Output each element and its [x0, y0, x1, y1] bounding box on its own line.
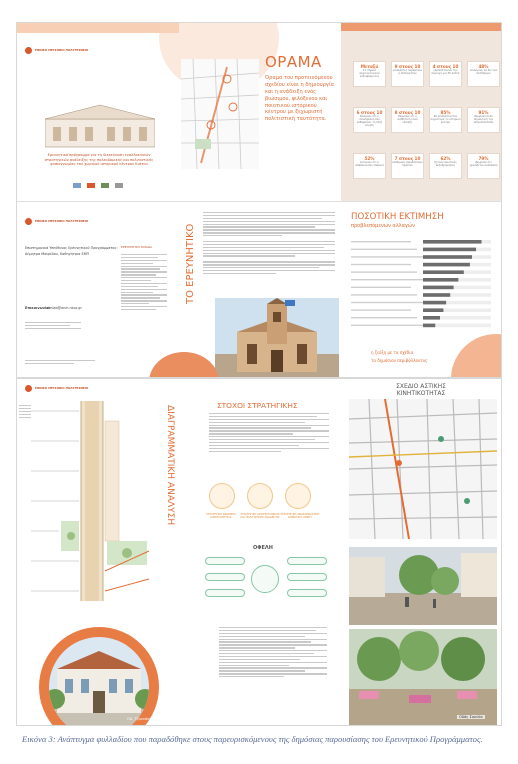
org-logo — [25, 47, 88, 54]
diagram-title: ΔΙΑΓΡΑΜΜΑΤΙΚΗ ΑΝΑΛΥΣΗ — [165, 405, 175, 526]
bar — [423, 240, 481, 244]
team-panel — [17, 201, 179, 378]
bar-label — [351, 249, 417, 250]
bar-label — [351, 264, 411, 265]
stat-box: 8 στους 10 θεωρούν ότι η αισθητική είναι ελλιπής — [391, 107, 424, 133]
vision-panel — [179, 23, 341, 201]
bar-label — [351, 317, 417, 318]
diagram-logo — [25, 385, 88, 392]
benefit-chip — [287, 589, 327, 597]
partner-logo-4-icon — [115, 183, 123, 188]
street-plan — [31, 401, 151, 601]
diagram-panel — [17, 379, 179, 726]
team-logo — [25, 218, 88, 225]
bar-chart-bars — [351, 240, 491, 327]
stat-box: 91% θεωρούν πολύ σημαντική την αποκατάσταση — [467, 107, 500, 133]
benefits-title: ΟΦΕΛΗ — [253, 545, 273, 551]
team-heading: Επιστημονικά Υπεύθυνος Ερευνητικού Προγράμματος: — [25, 246, 118, 250]
bar — [423, 324, 435, 328]
estimate-circle — [451, 334, 502, 378]
bar — [423, 286, 454, 290]
bar-label — [351, 294, 417, 295]
bar-label — [351, 325, 423, 326]
stat-box: 85% θα επισκέπτονταν συχνότερα το ιστορικό κέντρο — [429, 107, 462, 133]
vision-text: Όραμα του προτεινόμενου σχεδίου είναι η δημιουργία και η ανάδειξη ενός βιώσιμου, φιλόξενου και ποιοτικού ιστορικού κέντρου με ξεχωριστή πολιτιστική ταυτότητα. — [265, 75, 335, 123]
estimate-panel — [341, 201, 502, 378]
stat-box: 52% εκτιμούν ότι η ασφάλεια δεν επαρκεί — [353, 153, 386, 179]
stat-box: 62% ζητούν ποιοτικές πεζοδρομήσεις — [429, 153, 462, 179]
bar-label — [351, 271, 417, 272]
contact-email[interactable]: dmlab@arch.ntua.gr — [47, 306, 82, 310]
org-name-diagram: ΕΘΝΙΚΟ ΜΕΤΣΟΒΙΟ ΠΟΛΥΤΕΧΝΕΙΟ — [35, 385, 89, 390]
stats-panel — [341, 23, 502, 201]
strategy-bullets — [209, 413, 329, 453]
stats-grid — [341, 23, 502, 201]
strategy-item-2: ΣΤΡΑΤΗΓΙΚΗ ΑΡΧΙΤΕΚΤΟΝΙΚΗΣ ΚΑΙ ΠΟΛΙΤΙΣΤΙΚΗΣ ΑΝΑΔΕΙΞΗΣ — [240, 513, 280, 519]
right-photo-label: Οδός Σικελία — [459, 715, 483, 719]
bar-label — [351, 302, 423, 303]
team-footer — [25, 360, 95, 366]
cover-building-drawing — [45, 103, 155, 149]
bar — [423, 263, 470, 267]
church-photo — [215, 298, 339, 378]
bar — [423, 248, 476, 252]
partner-logo-2-icon — [87, 183, 95, 188]
org-name-small: ΕΘΝΙΚΟ ΜΕΤΣΟΒΙΟ ΠΟΛΥΤΕΧΝΕΙΟ — [35, 218, 89, 223]
estimate-bar-chart — [347, 236, 497, 336]
org-name: ΕΘΝΙΚΟ ΜΕΤΣΟΒΙΟ ΠΟΛΥΤΕΧΝΕΙΟ — [35, 47, 89, 52]
partner-logo-1-icon — [73, 183, 81, 188]
mobility-map — [349, 399, 497, 539]
building-photo — [47, 635, 151, 726]
estimate-title: ΠΟΣΟΤΙΚΗ ΕΚΤΙΜΗΣΗ — [351, 212, 444, 222]
strategy-item-1: ΣΤΡΑΤΗΓΙΚΗ ΒΙΩΣΙΜΗΣ ΚΙΝΗΤΙΚΟΤΗΤΑΣ — [206, 513, 236, 519]
bar — [423, 293, 450, 297]
bar — [423, 308, 443, 312]
stat-box: 7 στους 10 επιθυμούν περισσότερο πράσινο — [391, 153, 424, 179]
logo-mark-icon — [25, 47, 32, 54]
vision-title: ΟΡΑΜΑ — [265, 53, 322, 71]
mobility-strategy-icon — [209, 483, 235, 509]
bar-label — [351, 287, 411, 288]
partner-logo-3-icon — [101, 183, 109, 188]
benefit-chip — [205, 573, 245, 581]
stat-box: 48% επιλέγουν να δει ένα πεζόδρομο — [467, 61, 500, 87]
team-list — [121, 254, 167, 312]
estimate-note-2: τα δημόσιου περιβάλλοντος — [371, 358, 428, 363]
cover-panel — [17, 23, 179, 201]
strategy-panel — [179, 379, 341, 726]
bar — [423, 316, 440, 320]
research-group-label: ΕΡΕΥΝΗΤΙΚΗ ΟΜΑΔΑ — [121, 245, 152, 249]
partner-logos — [73, 183, 123, 188]
cover-top-band — [17, 23, 179, 33]
brochure-top-spread — [16, 22, 502, 378]
left-photo-label: Οδ. Τζαννάκη — [127, 717, 152, 721]
stat-box: 6 στους 10 θεωρούν ότι η συνεδρίαση δεν ενθαρρύνει τη πεζή κίνηση — [353, 107, 386, 133]
bar-label — [351, 279, 423, 280]
team-footnote — [25, 322, 81, 331]
estimate-note-1: η ζεύξη με τα σχέδια — [371, 350, 414, 355]
bar — [423, 270, 464, 274]
strategy-bullets-2 — [219, 627, 327, 679]
logo-mark-icon — [25, 218, 32, 225]
stat-box: 9 στους 10 επισκέπτες περπατούν ή ποδηλατούν — [391, 61, 424, 87]
bar — [423, 301, 446, 305]
public-space-strategy-icon — [285, 483, 311, 509]
figure-caption: Εικόνα 3: Ανάπτυγμα φυλλαδίου που παραδόθηκε στους παρευρισκόμενους της δημόσιας παρουσίασης του Ερευνητικού Προγράμματος. — [22, 734, 483, 744]
stat-box: 79% θεωρούν ότι χρειάζεται ανάπλαση — [467, 153, 500, 179]
mobility-render-2 — [349, 629, 497, 725]
vision-map — [181, 59, 259, 169]
benefits-center — [251, 565, 279, 593]
architecture-strategy-icon — [247, 483, 273, 509]
stat-box: 4 στους 10 επισκέπτονται την περιοχή για 30 λεπτά — [429, 61, 462, 87]
contact-label: Επικοινωνία: — [25, 306, 50, 310]
bar — [423, 255, 472, 259]
mobility-title: ΣΧΕΔΙΟ ΑΣΤΙΚΗΣ ΚΙΝΗΤΙΚΟΤΗΤΑΣ — [396, 383, 446, 398]
bar — [423, 278, 458, 282]
research-title: ΤΟ ΕΡΕΥΝΗΤΙΚΟ — [185, 223, 196, 304]
logo-mark-icon — [25, 385, 32, 392]
benefit-chip — [287, 573, 327, 581]
benefit-chip — [205, 557, 245, 565]
benefit-chip — [205, 589, 245, 597]
team-lead: Δήμητρα Μαυρίδου, Καθηγήτρια ΕΜΠ — [25, 252, 90, 256]
mobility-render-1 — [349, 547, 497, 625]
diagram-labels — [19, 405, 31, 419]
mobility-panel — [341, 379, 502, 726]
strategy-item-3: ΣΤΡΑΤΗΓΙΚΗ ΑΝΑΣΧΕΔΙΑΣΜΟΥ ΔΗΜΟΣΙΟΥ ΧΩΡΟΥ — [280, 513, 320, 519]
bar-label — [351, 309, 411, 310]
strategy-title: ΣΤΟΧΟΙ ΣΤΡΑΤΗΓΙΚΗΣ — [217, 401, 298, 410]
brochure-bottom-spread — [16, 378, 502, 726]
bar-label — [351, 256, 423, 257]
bar-label — [351, 241, 411, 242]
research-panel — [179, 201, 341, 378]
stat-box: Μεταξύ 17 σημεία αρχιτεκτονικού ενδιαφέροντος — [353, 61, 386, 87]
research-text — [203, 212, 335, 276]
benefit-chip — [287, 557, 327, 565]
cover-subtitle: Ερευνητικό πρόγραμμα για τη διερεύνηση εναλλακτικών στρατηγικών ανάδειξης της πολεοδομικής και πολιτιστικής φυσιογνωμίας του χωρικού ιστορικού κέντρου Κιάτου — [44, 153, 154, 167]
estimate-subtitle: προβλεπόμενων αλλαγών — [351, 223, 415, 229]
